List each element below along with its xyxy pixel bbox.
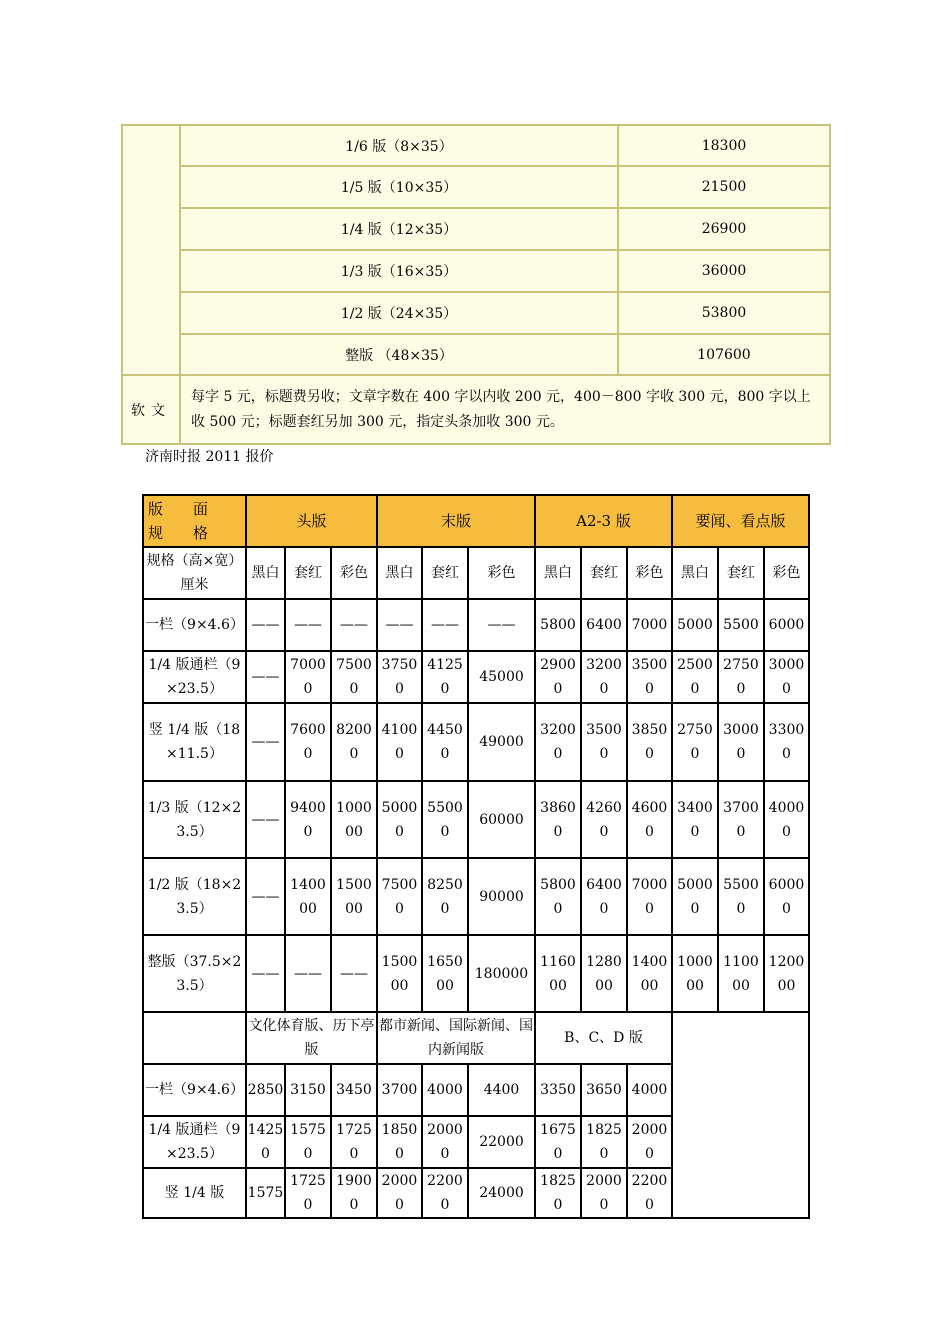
blank-header	[143, 1012, 246, 1064]
price-cell: 140000	[285, 858, 331, 935]
price-cell: 44500	[422, 703, 468, 781]
price-cell: ——	[422, 599, 468, 651]
price-cell: 3700	[377, 1064, 422, 1116]
price-cell: 6400	[581, 599, 627, 651]
price-cell: 60000	[764, 858, 809, 935]
price-cell: 3450	[331, 1064, 377, 1116]
price-cell: ——	[331, 935, 377, 1012]
price-cell: 55000	[422, 781, 468, 858]
price-cell: 30000	[764, 651, 809, 703]
price-cell: 5500	[718, 599, 764, 651]
price-cell: 140000	[627, 935, 672, 1012]
price-cell: ——	[246, 935, 285, 1012]
row-label: 1/4 版通栏（9×23.5）	[143, 651, 246, 703]
price-cell: 30000	[718, 703, 764, 781]
price-cell: 22000	[422, 1168, 468, 1218]
color-subheader: 套红	[718, 547, 764, 599]
ad-price-cell: 18300	[618, 125, 830, 166]
color-subheader: 彩色	[764, 547, 809, 599]
price-cell: 19000	[331, 1168, 377, 1218]
price-cell: 17250	[331, 1116, 377, 1168]
price-cell: 100000	[331, 781, 377, 858]
row-label: 一栏（9×4.6）	[143, 1064, 246, 1116]
price-cell: 3350	[535, 1064, 581, 1116]
group-header: 头版	[246, 495, 377, 547]
price-cell: 100000	[672, 935, 718, 1012]
price-cell: ——	[246, 703, 285, 781]
price-cell: 15750	[285, 1116, 331, 1168]
price-cell: 150000	[331, 858, 377, 935]
price-cell: 22000	[468, 1116, 535, 1168]
row-label: 1/4 版通栏（9×23.5）	[143, 1116, 246, 1168]
group-header: 末版	[377, 495, 535, 547]
row-label: 1/2 版（18×23.5）	[143, 858, 246, 935]
row-label: 整版（37.5×23.5）	[143, 935, 246, 1012]
price-cell: 32000	[581, 651, 627, 703]
corner-header	[143, 495, 246, 547]
ad-price-cell: 21500	[618, 166, 830, 208]
corner-line2: 规 格	[148, 524, 209, 542]
price-cell: ——	[285, 935, 331, 1012]
price-cell: 18500	[377, 1116, 422, 1168]
price-cell: 38600	[535, 781, 581, 858]
price-cell: 5000	[672, 599, 718, 651]
price-cell: 70000	[627, 858, 672, 935]
price-cell: 6000	[764, 599, 809, 651]
price-cell: 46000	[627, 781, 672, 858]
price-cell: 16750	[535, 1116, 581, 1168]
price-cell: 25000	[672, 651, 718, 703]
price-cell: 55000	[718, 858, 764, 935]
price-cell: ——	[246, 599, 285, 651]
jinan-times-price-table	[142, 494, 810, 1219]
price-cell: 180000	[468, 935, 535, 1012]
price-cell: 150000	[377, 935, 422, 1012]
price-cell: 32000	[535, 703, 581, 781]
price-cell: 5800	[535, 599, 581, 651]
price-cell: 41000	[377, 703, 422, 781]
price-cell: 4000	[422, 1064, 468, 1116]
price-cell: 20000	[377, 1168, 422, 1218]
price-cell: 64000	[581, 858, 627, 935]
group-header: A2-3 版	[535, 495, 672, 547]
row-label: 竖 1/4 版（18×11.5）	[143, 703, 246, 781]
ad-size-cell: 1/2 版（24×35）	[180, 292, 618, 334]
price-cell: 116000	[535, 935, 581, 1012]
ad-size-cell: 1/3 版（16×35）	[180, 250, 618, 292]
price-cell: 4400	[468, 1064, 535, 1116]
price-cell: 20000	[627, 1116, 672, 1168]
price-cell: 14250	[246, 1116, 285, 1168]
price-cell: ——	[331, 599, 377, 651]
price-cell: ——	[377, 599, 422, 651]
price-cell: 38500	[627, 703, 672, 781]
group2-header: 文化体育版、历下亭版	[246, 1012, 377, 1064]
price-cell: 110000	[718, 935, 764, 1012]
corner-line1: 版 面	[148, 500, 209, 518]
color-subheader: 彩色	[331, 547, 377, 599]
price-cell: 34000	[672, 781, 718, 858]
ad-price-cell: 36000	[618, 250, 830, 292]
price-cell: 4000	[627, 1064, 672, 1116]
group2-header: B、C、D 版	[535, 1012, 672, 1064]
price-cell: 70000	[285, 651, 331, 703]
price-cell: 49000	[468, 703, 535, 781]
price-cell: ——	[246, 651, 285, 703]
price-cell: 1575	[246, 1168, 285, 1218]
price-cell: ——	[468, 599, 535, 651]
price-cell: ——	[246, 781, 285, 858]
price-cell: 128000	[581, 935, 627, 1012]
size-header: 规格（高×宽）厘米	[143, 547, 246, 599]
color-subheader: 套红	[422, 547, 468, 599]
color-subheader: 黑白	[672, 547, 718, 599]
ad-price-cell: 53800	[618, 292, 830, 334]
price-cell: ——	[285, 599, 331, 651]
ad-price-cell: 26900	[618, 208, 830, 250]
ad-size-cell: 1/4 版（12×35）	[180, 208, 618, 250]
price-cell: 7000	[627, 599, 672, 651]
price-cell: 35000	[581, 703, 627, 781]
row-label: 1/3 版（12×23.5）	[143, 781, 246, 858]
soft-article-label: 软文	[122, 375, 180, 444]
price-cell: 27500	[718, 651, 764, 703]
price-cell: 76000	[285, 703, 331, 781]
ad-size-cell: 1/6 版（8×35）	[180, 125, 618, 166]
ad-price-table	[121, 124, 831, 445]
price-cell: 45000	[468, 651, 535, 703]
color-subheader: 彩色	[627, 547, 672, 599]
price-cell: 41250	[422, 651, 468, 703]
price-cell: 37500	[377, 651, 422, 703]
group2-header: 都市新闻、国际新闻、国内新闻版	[377, 1012, 535, 1064]
price-cell: 75000	[377, 858, 422, 935]
price-cell: 94000	[285, 781, 331, 858]
price-cell: 20000	[581, 1168, 627, 1218]
price-cell: 120000	[764, 935, 809, 1012]
price-cell: 42600	[581, 781, 627, 858]
color-subheader: 套红	[581, 547, 627, 599]
price-cell: 50000	[672, 858, 718, 935]
price-cell: 17250	[285, 1168, 331, 1218]
price-cell: 22000	[627, 1168, 672, 1218]
price-cell: 58000	[535, 858, 581, 935]
color-subheader: 套红	[285, 547, 331, 599]
price-cell: 50000	[377, 781, 422, 858]
price-cell: 27500	[672, 703, 718, 781]
price-cell: 3150	[285, 1064, 331, 1116]
price-cell: 82000	[331, 703, 377, 781]
price-cell: 18250	[581, 1116, 627, 1168]
price-cell: ——	[246, 858, 285, 935]
price-cell: 75000	[331, 651, 377, 703]
price-cell: 60000	[468, 781, 535, 858]
price-cell: 3650	[581, 1064, 627, 1116]
price-cell: 40000	[764, 781, 809, 858]
row-label: 一栏（9×4.6）	[143, 599, 246, 651]
color-subheader: 黑白	[246, 547, 285, 599]
price-cell: 35000	[627, 651, 672, 703]
color-subheader: 黑白	[377, 547, 422, 599]
ad-size-cell: 整版 （48×35）	[180, 334, 618, 375]
price-cell: 2850	[246, 1064, 285, 1116]
price-cell: 29000	[535, 651, 581, 703]
ad-category-cell	[122, 125, 180, 375]
price-cell: 90000	[468, 858, 535, 935]
row-label: 竖 1/4 版	[143, 1168, 246, 1218]
price-cell: 33000	[764, 703, 809, 781]
price-cell: 20000	[422, 1116, 468, 1168]
empty-block	[672, 1012, 809, 1218]
price-cell: 82500	[422, 858, 468, 935]
ad-price-cell: 107600	[618, 334, 830, 375]
color-subheader: 黑白	[535, 547, 581, 599]
price-cell: 18250	[535, 1168, 581, 1218]
price-cell: 24000	[468, 1168, 535, 1218]
soft-article-description: 每字 5 元，标题费另收；文章字数在 400 字以内收 200 元，400－800 字收 300 元，800 字以上收 500 元；标题套红另加 300 元，指定头条加收 300 元。	[180, 375, 830, 444]
color-subheader: 彩色	[468, 547, 535, 599]
table-caption: 济南时报 2011 报价	[145, 449, 274, 465]
price-cell: 165000	[422, 935, 468, 1012]
price-cell: 37000	[718, 781, 764, 858]
group-header: 要闻、看点版	[672, 495, 809, 547]
ad-size-cell: 1/5 版（10×35）	[180, 166, 618, 208]
